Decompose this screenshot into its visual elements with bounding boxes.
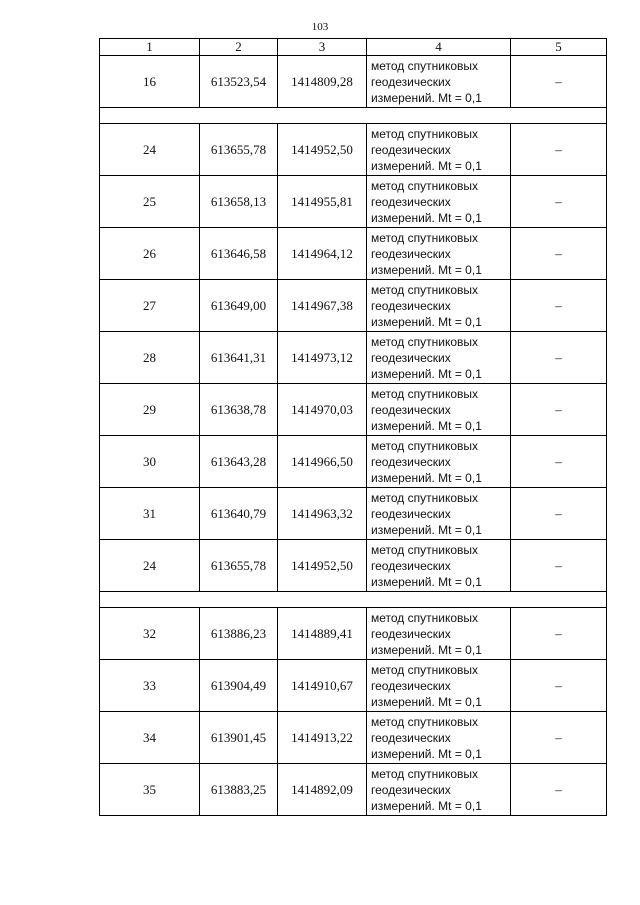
- method-line: метод спутниковых: [371, 386, 479, 401]
- point-number-cell: 30: [100, 436, 200, 488]
- column-5-cell: –: [511, 488, 607, 540]
- column-header-2: 2: [200, 39, 278, 56]
- column-header-3: 3: [278, 39, 367, 56]
- method-line: геодезических: [371, 246, 451, 261]
- method-cell: [367, 124, 511, 176]
- method-line: измерений. Mt = 0,1: [371, 314, 482, 329]
- method-line: геодезических: [371, 626, 451, 641]
- method-line: измерений. Mt = 0,1: [371, 366, 482, 381]
- method-line: метод спутниковых: [371, 766, 479, 781]
- y-coordinate-cell: 1414952,50: [278, 124, 367, 176]
- method-cell: [367, 436, 511, 488]
- column-5-cell: –: [511, 280, 607, 332]
- method-line: измерений. Mt = 0,1: [371, 642, 482, 657]
- method-line: метод спутниковых: [371, 714, 479, 729]
- x-coordinate-cell: 613638,78: [200, 384, 278, 436]
- method-line: геодезических: [371, 454, 451, 469]
- method-line: метод спутниковых: [371, 178, 479, 193]
- method-line: метод спутниковых: [371, 490, 479, 505]
- method-line: метод спутниковых: [371, 542, 479, 557]
- group-separator-row: [100, 108, 607, 124]
- point-number-cell: 35: [100, 764, 200, 816]
- point-number-cell: 24: [100, 124, 200, 176]
- method-line: измерений. Mt = 0,1: [371, 158, 482, 173]
- header-row: [100, 39, 607, 56]
- table-row: [100, 228, 607, 280]
- x-coordinate-cell: 613883,25: [200, 764, 278, 816]
- y-coordinate-cell: 1414892,09: [278, 764, 367, 816]
- x-coordinate-cell: 613523,54: [200, 56, 278, 108]
- method-line: геодезических: [371, 730, 451, 745]
- point-number-cell: 24: [100, 540, 200, 592]
- point-number-cell: 16: [100, 56, 200, 108]
- column-5-cell: –: [511, 608, 607, 660]
- column-5-cell: –: [511, 764, 607, 816]
- x-coordinate-cell: 613641,31: [200, 332, 278, 384]
- method-line: геодезических: [371, 142, 451, 157]
- table-row: [100, 608, 607, 660]
- point-number-cell: 33: [100, 660, 200, 712]
- column-5-cell: –: [511, 540, 607, 592]
- column-5-cell: –: [511, 384, 607, 436]
- x-coordinate-cell: 613901,45: [200, 712, 278, 764]
- x-coordinate-cell: 613658,13: [200, 176, 278, 228]
- method-line: геодезических: [371, 558, 451, 573]
- y-coordinate-cell: 1414973,12: [278, 332, 367, 384]
- x-coordinate-cell: 613886,23: [200, 608, 278, 660]
- point-number-cell: 25: [100, 176, 200, 228]
- y-coordinate-cell: 1414955,81: [278, 176, 367, 228]
- table-row: [100, 332, 607, 384]
- method-line: метод спутниковых: [371, 334, 479, 349]
- separator-cell: [100, 592, 607, 608]
- column-header-4: 4: [367, 39, 511, 56]
- column-5-cell: –: [511, 228, 607, 280]
- method-line: измерений. Mt = 0,1: [371, 90, 482, 105]
- table-row: [100, 384, 607, 436]
- method-line: геодезических: [371, 298, 451, 313]
- method-line: измерений. Mt = 0,1: [371, 746, 482, 761]
- method-line: измерений. Mt = 0,1: [371, 262, 482, 277]
- y-coordinate-cell: 1414967,38: [278, 280, 367, 332]
- table-row: [100, 764, 607, 816]
- column-header-1: 1: [100, 39, 200, 56]
- method-line: геодезических: [371, 782, 451, 797]
- method-line: измерений. Mt = 0,1: [371, 798, 482, 813]
- table-row: [100, 488, 607, 540]
- method-line: геодезических: [371, 194, 451, 209]
- column-5-cell: –: [511, 176, 607, 228]
- method-cell: [367, 712, 511, 764]
- coordinates-table: [99, 38, 607, 816]
- point-number-cell: 29: [100, 384, 200, 436]
- y-coordinate-cell: 1414964,12: [278, 228, 367, 280]
- x-coordinate-cell: 613655,78: [200, 124, 278, 176]
- x-coordinate-cell: 613640,79: [200, 488, 278, 540]
- separator-cell: [100, 108, 607, 124]
- method-line: измерений. Mt = 0,1: [371, 418, 482, 433]
- method-line: геодезических: [371, 678, 451, 693]
- point-number-cell: 34: [100, 712, 200, 764]
- y-coordinate-cell: 1414889,41: [278, 608, 367, 660]
- method-line: метод спутниковых: [371, 230, 479, 245]
- table-row: [100, 540, 607, 592]
- table-body: [100, 56, 607, 816]
- method-line: геодезических: [371, 506, 451, 521]
- table-row: [100, 176, 607, 228]
- column-header-5: 5: [511, 39, 607, 56]
- table-row: [100, 280, 607, 332]
- method-cell: [367, 384, 511, 436]
- method-cell: [367, 176, 511, 228]
- method-line: метод спутниковых: [371, 282, 479, 297]
- method-line: метод спутниковых: [371, 438, 479, 453]
- method-cell: [367, 228, 511, 280]
- method-line: измерений. Mt = 0,1: [371, 694, 482, 709]
- method-cell: [367, 660, 511, 712]
- method-cell: [367, 764, 511, 816]
- method-line: метод спутниковых: [371, 58, 479, 73]
- x-coordinate-cell: 613646,58: [200, 228, 278, 280]
- method-line: геодезических: [371, 402, 451, 417]
- method-cell: [367, 56, 511, 108]
- table-row: [100, 56, 607, 108]
- method-line: геодезических: [371, 74, 451, 89]
- y-coordinate-cell: 1414809,28: [278, 56, 367, 108]
- column-5-cell: –: [511, 660, 607, 712]
- method-line: геодезических: [371, 350, 451, 365]
- group-separator-row: [100, 592, 607, 608]
- method-line: измерений. Mt = 0,1: [371, 574, 482, 589]
- column-5-cell: –: [511, 712, 607, 764]
- method-cell: [367, 332, 511, 384]
- method-line: метод спутниковых: [371, 126, 479, 141]
- y-coordinate-cell: 1414910,67: [278, 660, 367, 712]
- method-line: измерений. Mt = 0,1: [371, 522, 482, 537]
- method-line: метод спутниковых: [371, 662, 479, 677]
- column-5-cell: –: [511, 56, 607, 108]
- column-5-cell: –: [511, 332, 607, 384]
- x-coordinate-cell: 613655,78: [200, 540, 278, 592]
- page-number: 103: [311, 21, 329, 33]
- x-coordinate-cell: 613904,49: [200, 660, 278, 712]
- point-number-cell: 26: [100, 228, 200, 280]
- point-number-cell: 32: [100, 608, 200, 660]
- y-coordinate-cell: 1414952,50: [278, 540, 367, 592]
- method-line: измерений. Mt = 0,1: [371, 210, 482, 225]
- method-cell: [367, 488, 511, 540]
- method-cell: [367, 280, 511, 332]
- y-coordinate-cell: 1414966,50: [278, 436, 367, 488]
- method-cell: [367, 608, 511, 660]
- y-coordinate-cell: 1414913,22: [278, 712, 367, 764]
- table-row: [100, 124, 607, 176]
- column-5-cell: –: [511, 436, 607, 488]
- table-row: [100, 660, 607, 712]
- point-number-cell: 28: [100, 332, 200, 384]
- x-coordinate-cell: 613649,00: [200, 280, 278, 332]
- method-line: измерений. Mt = 0,1: [371, 470, 482, 485]
- point-number-cell: 31: [100, 488, 200, 540]
- y-coordinate-cell: 1414963,32: [278, 488, 367, 540]
- method-cell: [367, 540, 511, 592]
- point-number-cell: 27: [100, 280, 200, 332]
- y-coordinate-cell: 1414970,03: [278, 384, 367, 436]
- table-row: [100, 712, 607, 764]
- table-row: [100, 436, 607, 488]
- column-5-cell: –: [511, 124, 607, 176]
- x-coordinate-cell: 613643,28: [200, 436, 278, 488]
- method-line: метод спутниковых: [371, 610, 479, 625]
